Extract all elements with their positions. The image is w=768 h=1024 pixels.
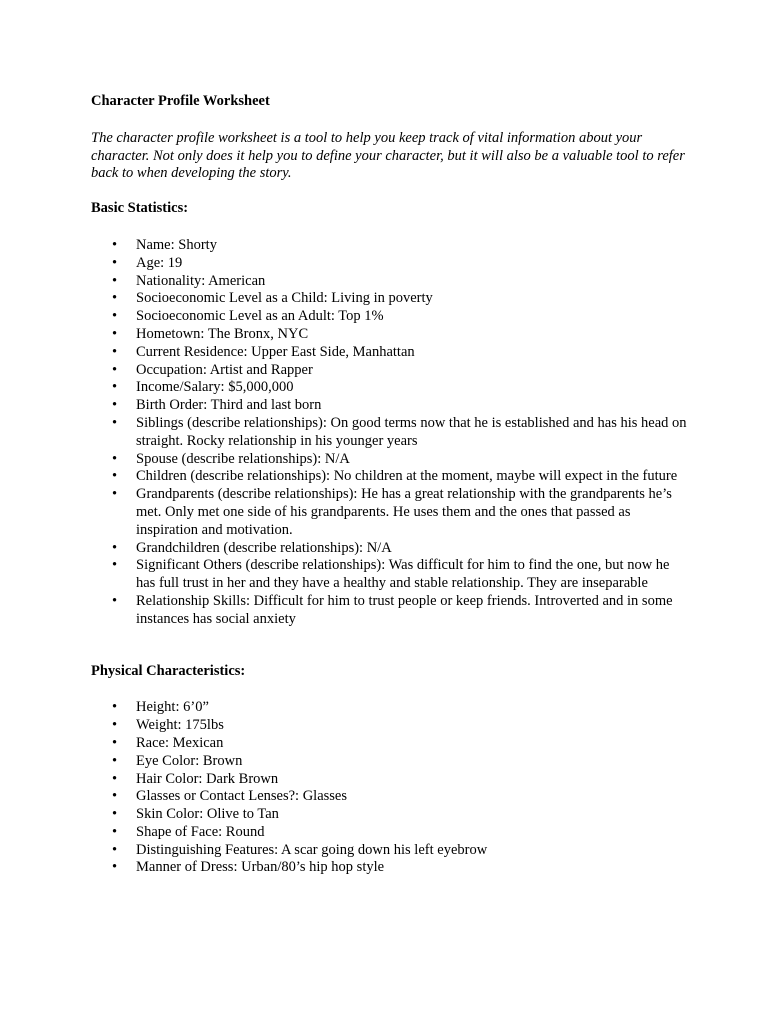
- list-item: [91, 415, 691, 451]
- list-item: [91, 379, 691, 397]
- list-item-text: Birth Order: Third and last born: [136, 397, 322, 414]
- list-item-text: Hometown: The Bronx, NYC: [136, 325, 309, 342]
- worksheet-page: [91, 93, 691, 877]
- list-item-text: Eye Color: Brown: [136, 752, 243, 769]
- list-item-text: Shape of Face: Round: [136, 823, 265, 840]
- list-item: [91, 859, 691, 877]
- bullet-icon: •: [112, 361, 118, 378]
- bullet-icon: •: [112, 343, 118, 360]
- bullet-icon: •: [112, 397, 118, 414]
- page-title: Character Profile Worksheet: [91, 93, 270, 109]
- list-item: [91, 362, 691, 380]
- list-item: [91, 255, 691, 273]
- list-item: [91, 824, 691, 842]
- list-item: [91, 344, 691, 362]
- bullet-icon: •: [112, 486, 118, 503]
- list-item-text: Manner of Dress: Urban/80’s hip hop style: [136, 859, 385, 876]
- list-item-text: Children (describe relationships): No children at the moment, maybe will expect in the future: [136, 468, 678, 485]
- list-item: [91, 806, 691, 824]
- bullet-icon: •: [112, 290, 118, 307]
- section-spacer: [91, 629, 691, 663]
- physical-characteristics-list: [91, 699, 691, 877]
- bullet-icon: •: [112, 254, 118, 271]
- list-item-text: Skin Color: Olive to Tan: [136, 806, 279, 823]
- bullet-icon: •: [112, 450, 118, 467]
- bullet-icon: •: [112, 379, 118, 396]
- bullet-icon: •: [112, 859, 118, 876]
- list-item-text: Distinguishing Features: A scar going down his left eyebrow: [136, 841, 488, 858]
- list-item-text: Grandparents (describe relationships): He has a great relationship with the grandparents he’s met. Only met one side of his grandparents. He uses them and the ones that passed as inspiration and motivation.: [136, 486, 672, 538]
- list-item-text: Spouse (describe relationships): N/A: [136, 450, 350, 467]
- bullet-icon: •: [112, 236, 118, 253]
- list-item: [91, 397, 691, 415]
- list-item-text: Weight: 175lbs: [136, 717, 224, 734]
- list-item: [91, 717, 691, 735]
- list-item: [91, 788, 691, 806]
- list-item: [91, 699, 691, 717]
- list-item: [91, 308, 691, 326]
- bullet-icon: •: [112, 770, 118, 787]
- bullet-icon: •: [112, 592, 118, 609]
- bullet-icon: •: [112, 788, 118, 805]
- list-item-text: Age: 19: [136, 254, 183, 271]
- physical-characteristics-heading: Physical Characteristics:: [91, 662, 246, 679]
- list-item-text: Occupation: Artist and Rapper: [136, 361, 313, 378]
- list-item: [91, 771, 691, 789]
- list-item-text: Current Residence: Upper East Side, Manhattan: [136, 343, 415, 360]
- list-item: [91, 842, 691, 860]
- basic-statistics-heading: Basic Statistics:: [91, 200, 189, 217]
- list-item-text: Height: 6’0”: [136, 699, 209, 716]
- bullet-icon: •: [112, 557, 118, 574]
- list-item: [91, 540, 691, 558]
- list-item-text: Grandchildren (describe relationships): N/A: [136, 539, 392, 556]
- list-item-text: Siblings (describe relationships): On good terms now that he is established and has his head on straight. Rocky relationship in his younger years: [136, 414, 687, 449]
- list-item-text: Socioeconomic Level as an Adult: Top 1%: [136, 308, 384, 325]
- list-item-text: Hair Color: Dark Brown: [136, 770, 279, 787]
- bullet-icon: •: [112, 539, 118, 556]
- bullet-icon: •: [112, 823, 118, 840]
- list-item-text: Nationality: American: [136, 272, 266, 289]
- list-item-text: Socioeconomic Level as a Child: Living in poverty: [136, 290, 433, 307]
- bullet-icon: •: [112, 734, 118, 751]
- bullet-icon: •: [112, 308, 118, 325]
- list-item: [91, 273, 691, 291]
- bullet-icon: •: [112, 414, 118, 431]
- list-item: [91, 753, 691, 771]
- list-item: [91, 451, 691, 469]
- bullet-icon: •: [112, 717, 118, 734]
- bullet-icon: •: [112, 272, 118, 289]
- list-item: [91, 486, 691, 539]
- bullet-icon: •: [112, 699, 118, 716]
- bullet-icon: •: [112, 468, 118, 485]
- list-item-text: Name: Shorty: [136, 236, 217, 253]
- list-item-text: Income/Salary: $5,000,000: [136, 379, 294, 396]
- list-item-text: Relationship Skills: Difficult for him to trust people or keep friends. Introverted and in some instances has social anxiety: [136, 592, 673, 627]
- list-item: [91, 237, 691, 255]
- list-item: [91, 557, 691, 593]
- list-item: [91, 290, 691, 308]
- list-item: [91, 326, 691, 344]
- basic-statistics-list: [91, 237, 691, 629]
- bullet-icon: •: [112, 806, 118, 823]
- list-item-text: Significant Others (describe relationships): Was difficult for him to find the one, but now he has full trust in her and they have a healthy and stable relationship. They are inseparable: [136, 557, 670, 592]
- list-item-text: Glasses or Contact Lenses?: Glasses: [136, 788, 348, 805]
- list-item: [91, 468, 691, 486]
- list-item-text: Race: Mexican: [136, 734, 224, 751]
- bullet-icon: •: [112, 752, 118, 769]
- list-item: [91, 593, 691, 629]
- list-item: [91, 735, 691, 753]
- bullet-icon: •: [112, 841, 118, 858]
- intro-paragraph: The character profile worksheet is a tool to help you keep track of vital information about your character. Not only does it help you to define your character, but it will also be a valuable tool to refer back to when developing the story.: [91, 129, 685, 182]
- bullet-icon: •: [112, 325, 118, 342]
